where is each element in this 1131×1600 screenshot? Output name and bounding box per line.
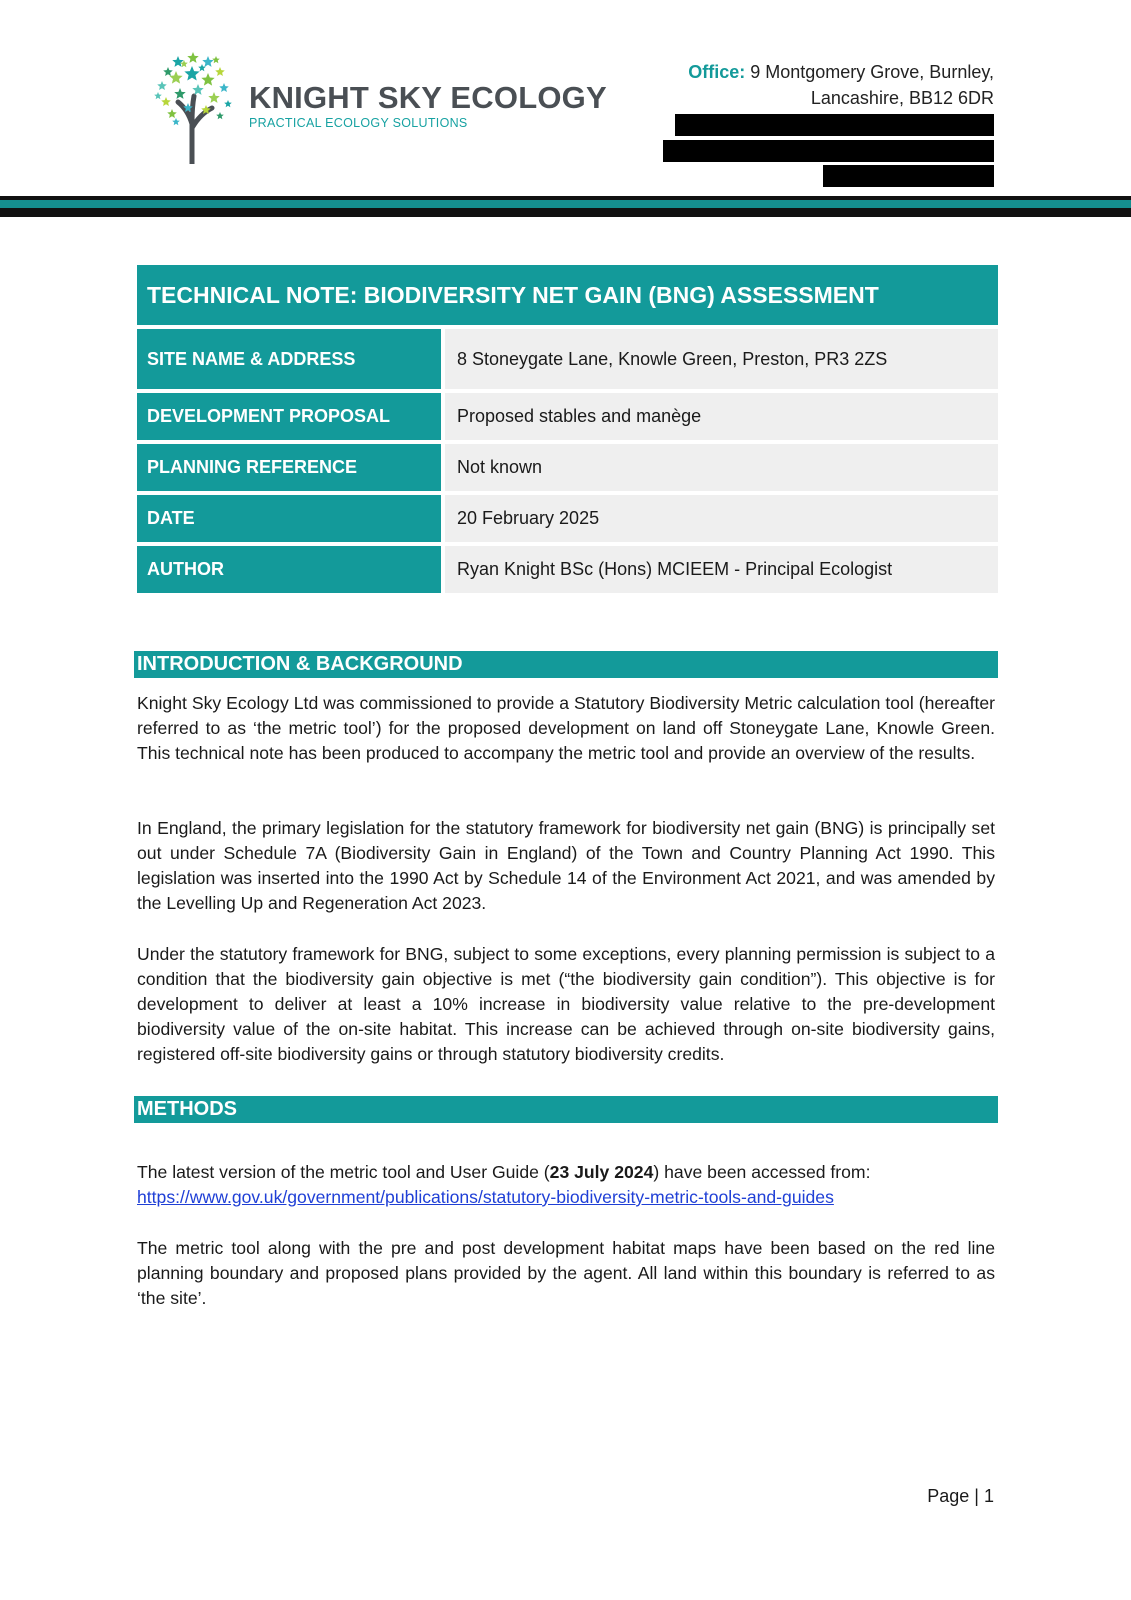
info-label: PLANNING REFERENCE	[137, 444, 441, 491]
logo-star-icon	[163, 67, 173, 76]
gov-uk-link[interactable]: https://www.gov.uk/government/publications/statutory-biodiversity-metric-tools-and-guides	[137, 1187, 834, 1207]
logo-star-icon	[215, 67, 225, 76]
info-label: SITE NAME & ADDRESS	[137, 329, 441, 389]
office-line-1: 9 Montgomery Grove, Burnley,	[750, 62, 994, 82]
logo-star-icon	[212, 56, 220, 63]
redaction-bar-3	[823, 165, 994, 187]
methods-paragraph-2: The metric tool along with the pre and post development habitat maps have been based on the red line planning boundary and proposed plans provided by the agent. All land within this boundary is referred to as ‘the site’.	[137, 1238, 995, 1308]
logo-star-icon	[167, 109, 177, 118]
methods-text: ) have been accessed from:	[653, 1162, 871, 1182]
methods-paragraph-1	[137, 1160, 995, 1210]
intro-paragraph-3: Under the statutory framework for BNG, subject to some exceptions, every planning permission is subject to a condition that the biodiversity gain objective is met (“the biodiversity gain condition”). This objective is for development to deliver at least a 10% increase in biodiversity value relative to the pre-development biodiversity value of the on-site habitat. This increase can be achieved through on-site biodiversity gains, registered off-site biodiversity gains or through statutory biodiversity credits.	[137, 944, 995, 1064]
page-number: Page | 1	[927, 1486, 994, 1506]
header-rule-teal	[0, 200, 1131, 208]
logo-star-icon	[154, 92, 162, 99]
logo-star-icon	[174, 88, 185, 99]
logo-star-icon	[172, 118, 180, 125]
info-value: Ryan Knight BSc (Hons) MCIEEM - Principal Ecologist	[445, 546, 998, 593]
info-value: Proposed stables and manège	[445, 393, 998, 440]
info-row	[137, 495, 998, 542]
info-row	[137, 444, 998, 491]
logo-star-icon	[201, 73, 214, 86]
info-value: 20 February 2025	[445, 495, 998, 542]
info-label: AUTHOR	[137, 546, 441, 593]
logo-star-icon	[161, 97, 171, 106]
company-branding	[249, 80, 607, 130]
company-tagline: PRACTICAL ECOLOGY SOLUTIONS	[249, 116, 468, 130]
logo-star-icon	[202, 56, 213, 67]
info-value: 8 Stoneygate Lane, Knowle Green, Preston, PR3 2ZS	[445, 329, 998, 389]
info-table	[137, 265, 998, 593]
logo-star-icon	[169, 71, 182, 84]
info-row	[137, 546, 998, 593]
office-label: Office:	[688, 62, 746, 82]
redaction-bar-1	[675, 114, 994, 136]
document-title: TECHNICAL NOTE: BIODIVERSITY NET GAIN (BNG) ASSESSMENT	[137, 265, 998, 325]
logo-star-icon	[184, 66, 199, 80]
logo-star-icon	[208, 92, 219, 103]
info-row	[137, 393, 998, 440]
logo-star-icon	[224, 100, 232, 107]
info-label: DATE	[137, 495, 441, 542]
intro-paragraph-2: In England, the primary legislation for the statutory framework for biodiversity net gain (BNG) is principally set out under Schedule 7A (Biodiversity Gain in England) of the Town and Country Planning Act 1990. This legislation was inserted into the 1990 Act by Schedule 14 of the Environment Act 2021, and was amended by the Levelling Up and Regeneration Act 2023.	[137, 818, 995, 913]
logo-star-icon	[187, 52, 198, 63]
logo-star-icon	[192, 84, 203, 95]
info-label: DEVELOPMENT PROPOSAL	[137, 393, 441, 440]
info-value: Not known	[445, 444, 998, 491]
section-heading-methods: METHODS	[134, 1096, 998, 1123]
logo-star-icon	[172, 56, 183, 67]
office-line-2: Lancashire, BB12 6DR	[810, 88, 994, 108]
intro-paragraph-1: Knight Sky Ecology Ltd was commissioned to provide a Statutory Biodiversity Metric calculation tool (hereafter referred to as ‘the metric tool’) for the proposed development on land off Stoneygate Lane, Knowle Green. This technical note has been produced to accompany the metric tool and provide an overview of the results.	[137, 693, 995, 763]
logo-star-icon	[216, 112, 224, 119]
company-name: KNIGHT SKY ECOLOGY	[249, 80, 607, 115]
section-heading-introduction: INTRODUCTION & BACKGROUND	[134, 651, 998, 678]
redaction-bar-2	[663, 140, 994, 162]
company-logo-icon	[148, 52, 238, 164]
user-guide-date: 23 July 2024	[549, 1162, 654, 1182]
logo-star-icon	[219, 83, 229, 92]
header-rule-dark	[0, 208, 1131, 217]
info-row	[137, 329, 998, 389]
logo-star-icon	[157, 81, 167, 90]
logo-star-icon	[198, 64, 206, 71]
office-address	[688, 59, 994, 111]
methods-text: The latest version of the metric tool and User Guide (	[137, 1162, 550, 1182]
